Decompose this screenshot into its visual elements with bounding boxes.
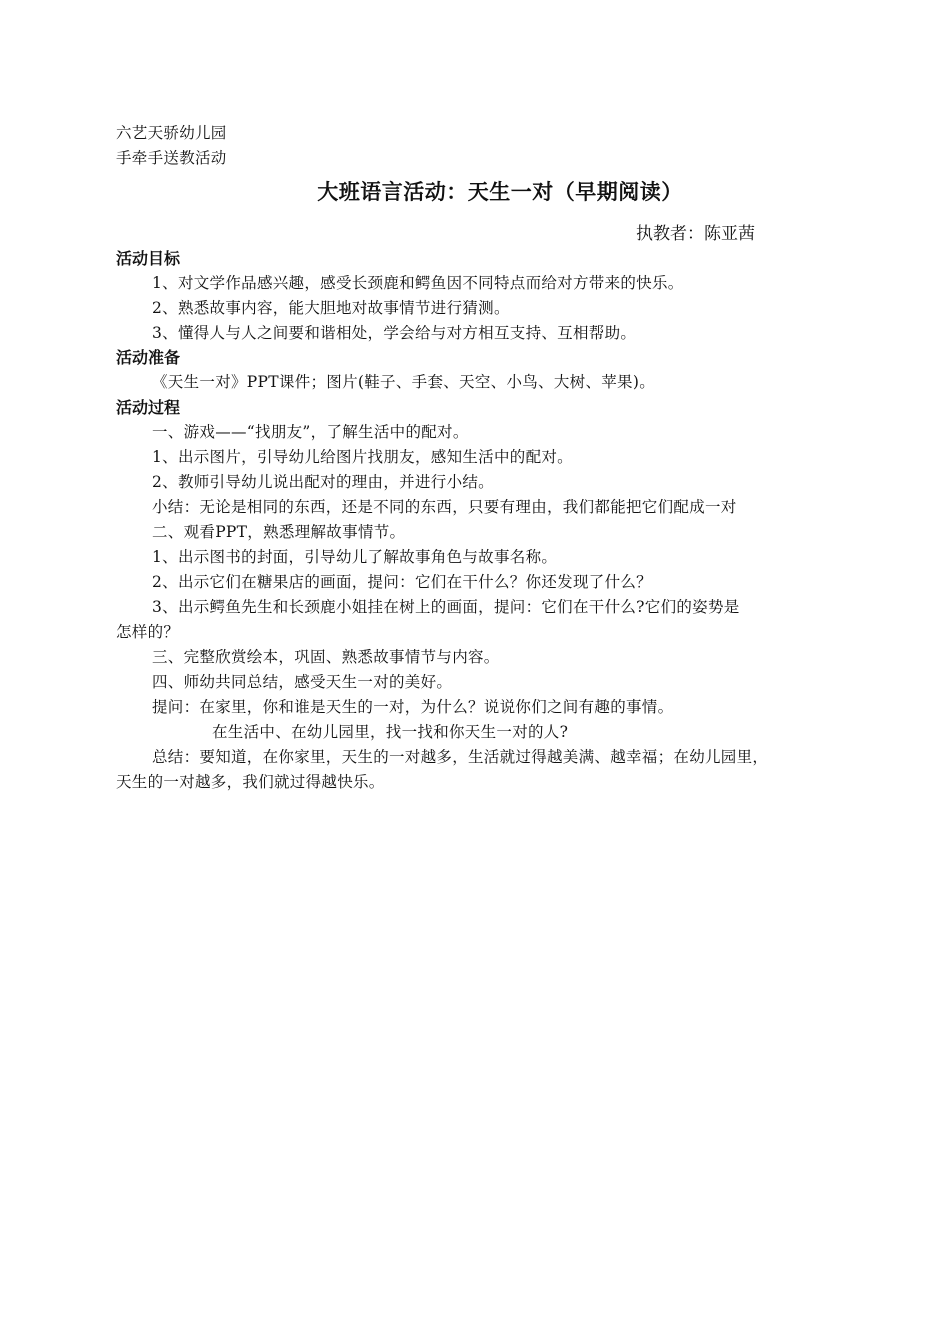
- process-line: 提问：在家里，你和谁是天生的一对，为什么？说说你们之间有趣的事情。: [152, 698, 674, 716]
- process-line: 总结：要知道，在你家里，天生的一对越多，生活就过得越美满、越幸福；在幼儿园里，: [152, 748, 769, 766]
- process-line: 1、出示图书的封面，引导幼儿了解故事角色与故事名称。: [152, 548, 558, 566]
- goal-item: 1、对文学作品感兴趣，感受长颈鹿和鳄鱼因不同特点而给对方带来的快乐。: [152, 274, 684, 292]
- process-line: 1、出示图片，引导幼儿给图片找朋友，感知生活中的配对。: [152, 448, 573, 466]
- goals-heading: 活动目标: [116, 249, 181, 268]
- page-title: 大班语言活动：天生一对（早期阅读）: [317, 180, 683, 204]
- goal-item: 2、熟悉故事内容，能大胆地对故事情节进行猜测。: [152, 299, 510, 317]
- process-line: 四、师幼共同总结，感受天生一对的美好。: [152, 673, 453, 691]
- process-line: 三、完整欣赏绘本，巩固、熟悉故事情节与内容。: [152, 648, 500, 666]
- process-line: 在生活中、在幼儿园里，找一找和你天生一对的人?: [212, 723, 569, 741]
- process-line: 一、游戏——“找朋友”，了解生活中的配对。: [152, 423, 469, 441]
- process-line: 2、出示它们在糖果店的画面，提问：它们在干什么？你还发现了什么？: [152, 573, 652, 591]
- process-line: 2、教师引导幼儿说出配对的理由，并进行小结。: [152, 473, 494, 491]
- preparation-text: 《天生一对》PPT课件；图片(鞋子、手套、天空、小鸟、大树、苹果)。: [152, 373, 655, 391]
- process-line: 二、观看PPT，熟悉理解故事情节。: [152, 523, 406, 541]
- school-name: 六艺天骄幼儿园: [116, 124, 227, 142]
- goal-item: 3、懂得人与人之间要和谐相处，学会给与对方相互支持、互相帮助。: [152, 324, 637, 342]
- process-line: 小结：无论是相同的东西，还是不同的东西，只要有理由，我们都能把它们配成一对: [152, 498, 737, 516]
- activity-type: 手牵手送教活动: [116, 149, 227, 167]
- process-line: 怎样的？: [116, 623, 180, 641]
- process-line: 天生的一对越多，我们就过得越快乐。: [116, 773, 385, 791]
- preparation-heading: 活动准备: [116, 348, 181, 367]
- teacher-name: 执教者：陈亚茜: [636, 224, 755, 244]
- process-heading: 活动过程: [116, 398, 181, 417]
- process-line: 3、出示鳄鱼先生和长颈鹿小姐挂在树上的画面，提问：它们在干什么?它们的姿势是: [152, 598, 740, 616]
